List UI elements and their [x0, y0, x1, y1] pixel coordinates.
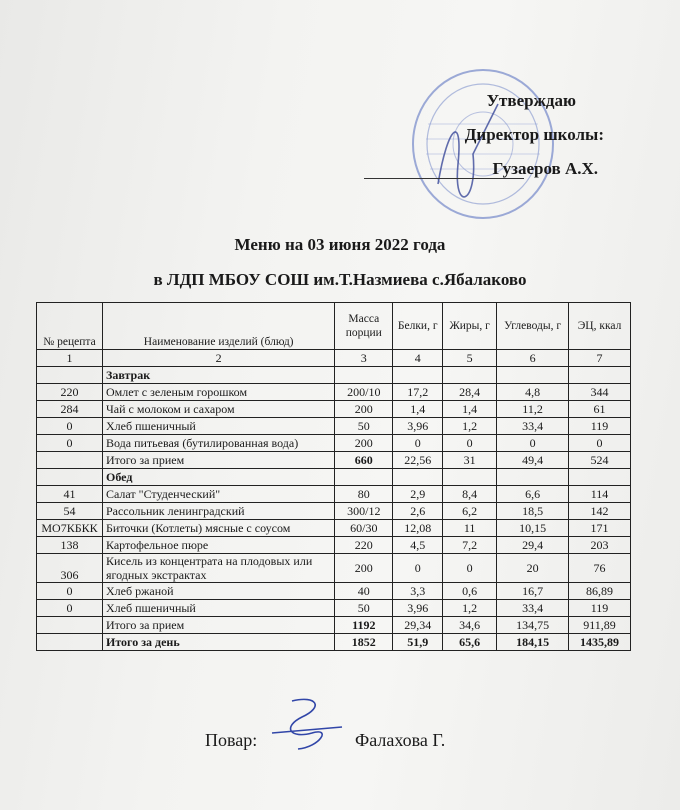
table-row — [37, 503, 631, 520]
table-cell: 344 — [569, 384, 631, 401]
table-cell: 119 — [569, 418, 631, 435]
table-cell: 5 — [443, 350, 497, 367]
approval-position: Директор школы: — [464, 125, 604, 144]
table-row — [37, 537, 631, 554]
table-cell: 0 — [37, 418, 103, 435]
table-cell: 660 — [335, 452, 393, 469]
table-cell: 911,89 — [569, 617, 631, 634]
table-cell: Хлеб пшеничный — [102, 418, 334, 435]
table-cell: Рассольник ленинградский — [102, 503, 334, 520]
table-cell: 134,75 — [497, 617, 569, 634]
table-cell: Вода питьевая (бутилированная вода) — [102, 435, 334, 452]
table-cell: Картофельное пюре — [102, 537, 334, 554]
day-total-row — [37, 634, 631, 651]
table-cell: 34,6 — [443, 617, 497, 634]
breakfast-total-row — [37, 452, 631, 469]
table-cell: 86,89 — [569, 583, 631, 600]
table-cell: 33,4 — [497, 600, 569, 617]
table-cell: 6,2 — [443, 503, 497, 520]
table-row — [37, 520, 631, 537]
table-cell: 40 — [335, 583, 393, 600]
header-protein: Белки, г — [393, 303, 443, 350]
table-cell: 17,2 — [393, 384, 443, 401]
table-cell: 29,34 — [393, 617, 443, 634]
table-cell: 49,4 — [497, 452, 569, 469]
table-cell: 80 — [335, 486, 393, 503]
table-cell: 138 — [37, 537, 103, 554]
header-portion-mass: Масса порции — [335, 303, 393, 350]
table-cell: 0,6 — [443, 583, 497, 600]
table-cell: 3,3 — [393, 583, 443, 600]
table-cell: 184,15 — [497, 634, 569, 651]
header-recipe-number: № рецепта — [37, 303, 103, 350]
table-cell — [37, 452, 103, 469]
column-numbering-row — [37, 350, 631, 367]
menu-subtitle: в ЛДП МБОУ СОШ им.Т.Назмиева с.Ябалаково — [153, 270, 527, 289]
table-cell: 28,4 — [443, 384, 497, 401]
table-cell: 10,15 — [497, 520, 569, 537]
table-cell: 0 — [393, 554, 443, 583]
section-row-lunch — [37, 469, 631, 486]
table-cell: 6 — [497, 350, 569, 367]
header-carbs: Углеводы, г — [497, 303, 569, 350]
lunch-total-row — [37, 617, 631, 634]
table-cell: 1,2 — [443, 418, 497, 435]
table-cell: 3 — [335, 350, 393, 367]
table-cell: 3,96 — [393, 600, 443, 617]
table-cell: 0 — [443, 554, 497, 583]
table-cell: Итого за прием — [102, 617, 334, 634]
table-cell: 220 — [37, 384, 103, 401]
director-signature-line — [364, 178, 524, 179]
table-cell: Омлет с зеленым горошком — [102, 384, 334, 401]
table-cell: Хлеб пшеничный — [102, 600, 334, 617]
table-cell: 18,5 — [497, 503, 569, 520]
table-row — [37, 554, 631, 583]
table-cell: 203 — [569, 537, 631, 554]
cook-name: Фалахова Г. — [355, 730, 446, 750]
table-cell: 8,4 — [443, 486, 497, 503]
table-cell: 0 — [569, 435, 631, 452]
table-cell: 200 — [335, 435, 393, 452]
table-cell — [37, 617, 103, 634]
table-header-row — [37, 303, 631, 350]
table-cell: 7 — [569, 350, 631, 367]
approval-block — [360, 84, 650, 186]
table-cell: 1,2 — [443, 600, 497, 617]
table-cell: 11,2 — [497, 401, 569, 418]
table-cell: 0 — [37, 583, 103, 600]
table-row — [37, 600, 631, 617]
table-cell: 2,6 — [393, 503, 443, 520]
section-label: Обед — [102, 469, 334, 486]
table-cell: 76 — [569, 554, 631, 583]
table-cell: 65,6 — [443, 634, 497, 651]
header-fat: Жиры, г — [443, 303, 497, 350]
table-cell: 0 — [37, 600, 103, 617]
table-cell: 6,6 — [497, 486, 569, 503]
table-cell: 171 — [569, 520, 631, 537]
table-row — [37, 583, 631, 600]
table-cell: 0 — [443, 435, 497, 452]
menu-title: Меню на 03 июня 2022 года — [234, 235, 446, 254]
table-cell: 1852 — [335, 634, 393, 651]
table-cell: Чай с молоком и сахаром — [102, 401, 334, 418]
table-cell: 200 — [335, 401, 393, 418]
table-cell: 22,56 — [393, 452, 443, 469]
cook-signature — [262, 693, 352, 753]
table-cell: 1 — [37, 350, 103, 367]
header-energy: ЭЦ, ккал — [569, 303, 631, 350]
table-row — [37, 384, 631, 401]
approval-director-name: Гузаеров А.Х. — [492, 159, 598, 178]
table-cell: 300/12 — [335, 503, 393, 520]
table-row — [37, 401, 631, 418]
table-cell: 4,5 — [393, 537, 443, 554]
table-cell: 200 — [335, 554, 393, 583]
table-cell: 0 — [393, 435, 443, 452]
table-cell: 50 — [335, 600, 393, 617]
table-cell: 12,08 — [393, 520, 443, 537]
table-row — [37, 435, 631, 452]
table-cell: 142 — [569, 503, 631, 520]
table-cell: МО7КБКК — [37, 520, 103, 537]
table-row — [37, 418, 631, 435]
table-cell: 114 — [569, 486, 631, 503]
table-cell: 220 — [335, 537, 393, 554]
table-cell: Кисель из концентрата на плодовых или ягодных экстрактах — [102, 554, 334, 583]
table-cell: 61 — [569, 401, 631, 418]
table-cell: 29,4 — [497, 537, 569, 554]
cook-label: Повар: — [205, 730, 258, 750]
table-cell: 0 — [37, 435, 103, 452]
header-dish-name: Наименование изделий (блюд) — [102, 303, 334, 350]
menu-table — [36, 302, 631, 651]
table-cell: 284 — [37, 401, 103, 418]
table-cell: 33,4 — [497, 418, 569, 435]
table-cell: 524 — [569, 452, 631, 469]
table-cell: 3,96 — [393, 418, 443, 435]
table-cell: Биточки (Котлеты) мясные с соусом — [102, 520, 334, 537]
table-cell: Итого за день — [102, 634, 334, 651]
table-cell: 0 — [497, 435, 569, 452]
table-cell: 306 — [37, 554, 103, 583]
table-cell: 51,9 — [393, 634, 443, 651]
table-cell: 54 — [37, 503, 103, 520]
table-cell — [37, 634, 103, 651]
table-cell: 20 — [497, 554, 569, 583]
table-cell: 1192 — [335, 617, 393, 634]
table-cell: 119 — [569, 600, 631, 617]
table-cell: 50 — [335, 418, 393, 435]
table-cell: 7,2 — [443, 537, 497, 554]
section-row-breakfast — [37, 367, 631, 384]
table-row — [37, 486, 631, 503]
table-cell: 1,4 — [393, 401, 443, 418]
table-cell: 200/10 — [335, 384, 393, 401]
table-cell: 11 — [443, 520, 497, 537]
table-cell: 60/30 — [335, 520, 393, 537]
table-cell: 16,7 — [497, 583, 569, 600]
table-cell: 2 — [102, 350, 334, 367]
table-cell: Итого за прием — [102, 452, 334, 469]
table-cell: 1,4 — [443, 401, 497, 418]
table-cell: 1435,89 — [569, 634, 631, 651]
approval-heading: Утверждаю — [486, 91, 576, 110]
table-cell: 4,8 — [497, 384, 569, 401]
table-cell: 2,9 — [393, 486, 443, 503]
table-cell: 41 — [37, 486, 103, 503]
table-cell: 31 — [443, 452, 497, 469]
section-label: Завтрак — [102, 367, 334, 384]
table-cell: Хлеб ржаной — [102, 583, 334, 600]
table-cell: 4 — [393, 350, 443, 367]
table-cell: Салат "Студенческий" — [102, 486, 334, 503]
